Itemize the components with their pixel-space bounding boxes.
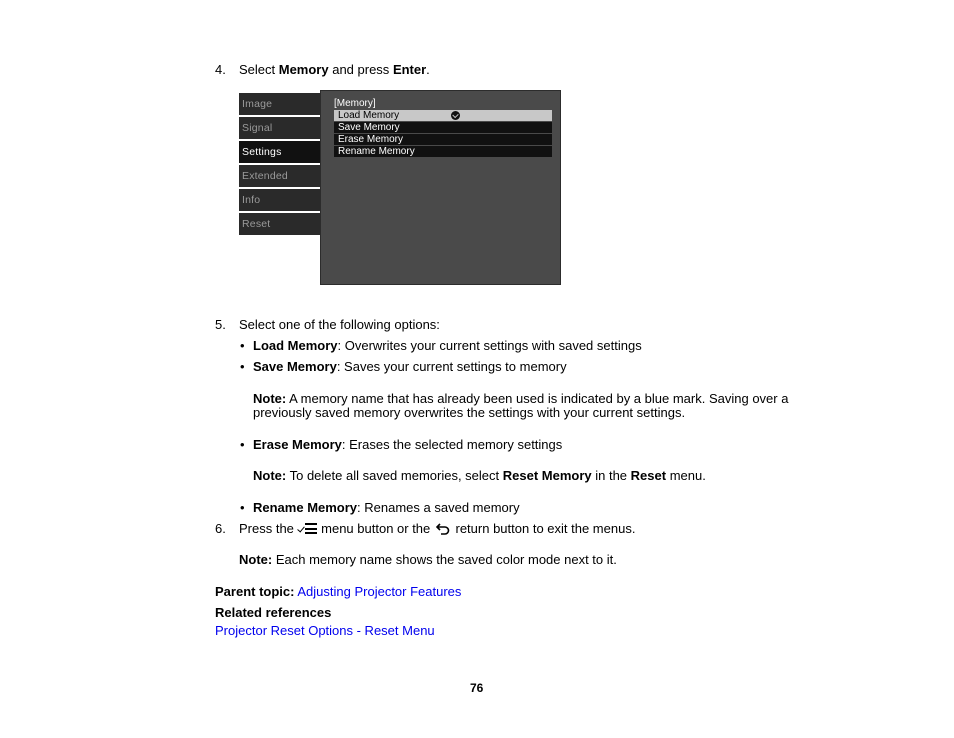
text: Each memory name shows the saved color mode next to it.: [272, 552, 617, 567]
note-label: Note:: [239, 552, 273, 567]
note-label: Note:: [253, 391, 287, 406]
menu-button-icon: [299, 523, 317, 534]
memory-mark-icon: [451, 111, 460, 120]
text: : Erases the selected memory settings: [341, 437, 563, 452]
note-label: Note:: [253, 468, 287, 483]
menu-item-load-memory: Load Memory: [334, 110, 552, 121]
text: .: [426, 62, 430, 77]
return-arrow-icon: [436, 523, 450, 534]
related-references-label: Related references: [215, 605, 332, 620]
bullet-icon: •: [240, 359, 245, 374]
option-save-memory: [253, 359, 567, 374]
bullet-icon: •: [240, 500, 245, 515]
text: : Saves your current settings to memory: [336, 359, 567, 374]
parent-topic-label: Parent topic:: [215, 584, 295, 599]
bold-term: Memory: [278, 62, 329, 77]
option-rename-memory: [253, 500, 520, 515]
option-load-memory: [253, 338, 642, 353]
bold-term: Load Memory: [253, 338, 338, 353]
menu-side-reset: Reset: [239, 213, 320, 235]
step-4-text: [239, 62, 430, 77]
text: : Overwrites your current settings with saved settings: [337, 338, 642, 353]
step-5-number: 5.: [215, 317, 226, 332]
note-blue-mark: [253, 391, 788, 406]
bold-term: Save Memory: [253, 359, 337, 374]
bold-term: Reset Memory: [502, 468, 592, 483]
note-color-mode: [239, 552, 617, 567]
menu-side-image: Image: [239, 93, 320, 115]
menu-side-extended: Extended: [239, 165, 320, 187]
menu-side-settings: Settings: [239, 141, 327, 163]
text: and press: [328, 62, 393, 77]
menu-side-signal: Signal: [239, 117, 320, 139]
note-reset-memory: [253, 468, 706, 483]
text: menu button or the: [317, 521, 434, 536]
bullet-icon: •: [240, 338, 245, 353]
option-erase-memory: [253, 437, 562, 452]
bold-term: Enter: [392, 62, 427, 77]
text: in the: [591, 468, 631, 483]
panel-title: [Memory]: [334, 98, 376, 109]
step-number: 4.: [215, 62, 226, 77]
bold-term: Rename Memory: [253, 500, 358, 515]
text: Press the: [239, 521, 298, 536]
text: To delete all saved memories, select: [286, 468, 503, 483]
page-number: 76: [470, 681, 484, 695]
bold-term: Reset: [630, 468, 667, 483]
note-blue-mark-line2: previously saved memory overwrites the settings with your current settings.: [253, 405, 686, 420]
bullet-icon: •: [240, 437, 245, 452]
text: A memory name that has already been used is indicated by a blue mark. Saving over a: [286, 391, 789, 406]
parent-topic: [215, 584, 461, 599]
menu-side-info: Info: [239, 189, 320, 211]
text: menu.: [666, 468, 706, 483]
menu-item-erase-memory: Erase Memory: [334, 134, 552, 145]
text: : Renames a saved memory: [357, 500, 520, 515]
related-references-heading: [215, 605, 331, 620]
text: Select: [239, 62, 279, 77]
parent-topic-link[interactable]: Adjusting Projector Features: [297, 584, 462, 599]
related-reference-link[interactable]: Projector Reset Options - Reset Menu: [215, 623, 435, 638]
step-5-text: Select one of the following options:: [239, 317, 440, 332]
bold-term: Erase Memory: [253, 437, 342, 452]
menu-item-rename-memory: Rename Memory: [334, 146, 552, 157]
text: return button to exit the menus.: [451, 521, 636, 536]
step-6-text: [239, 521, 635, 536]
menu-item-save-memory: Save Memory: [334, 122, 552, 133]
related-reference: [215, 623, 435, 638]
step-6-number: 6.: [215, 521, 226, 536]
step-4: [215, 62, 226, 77]
